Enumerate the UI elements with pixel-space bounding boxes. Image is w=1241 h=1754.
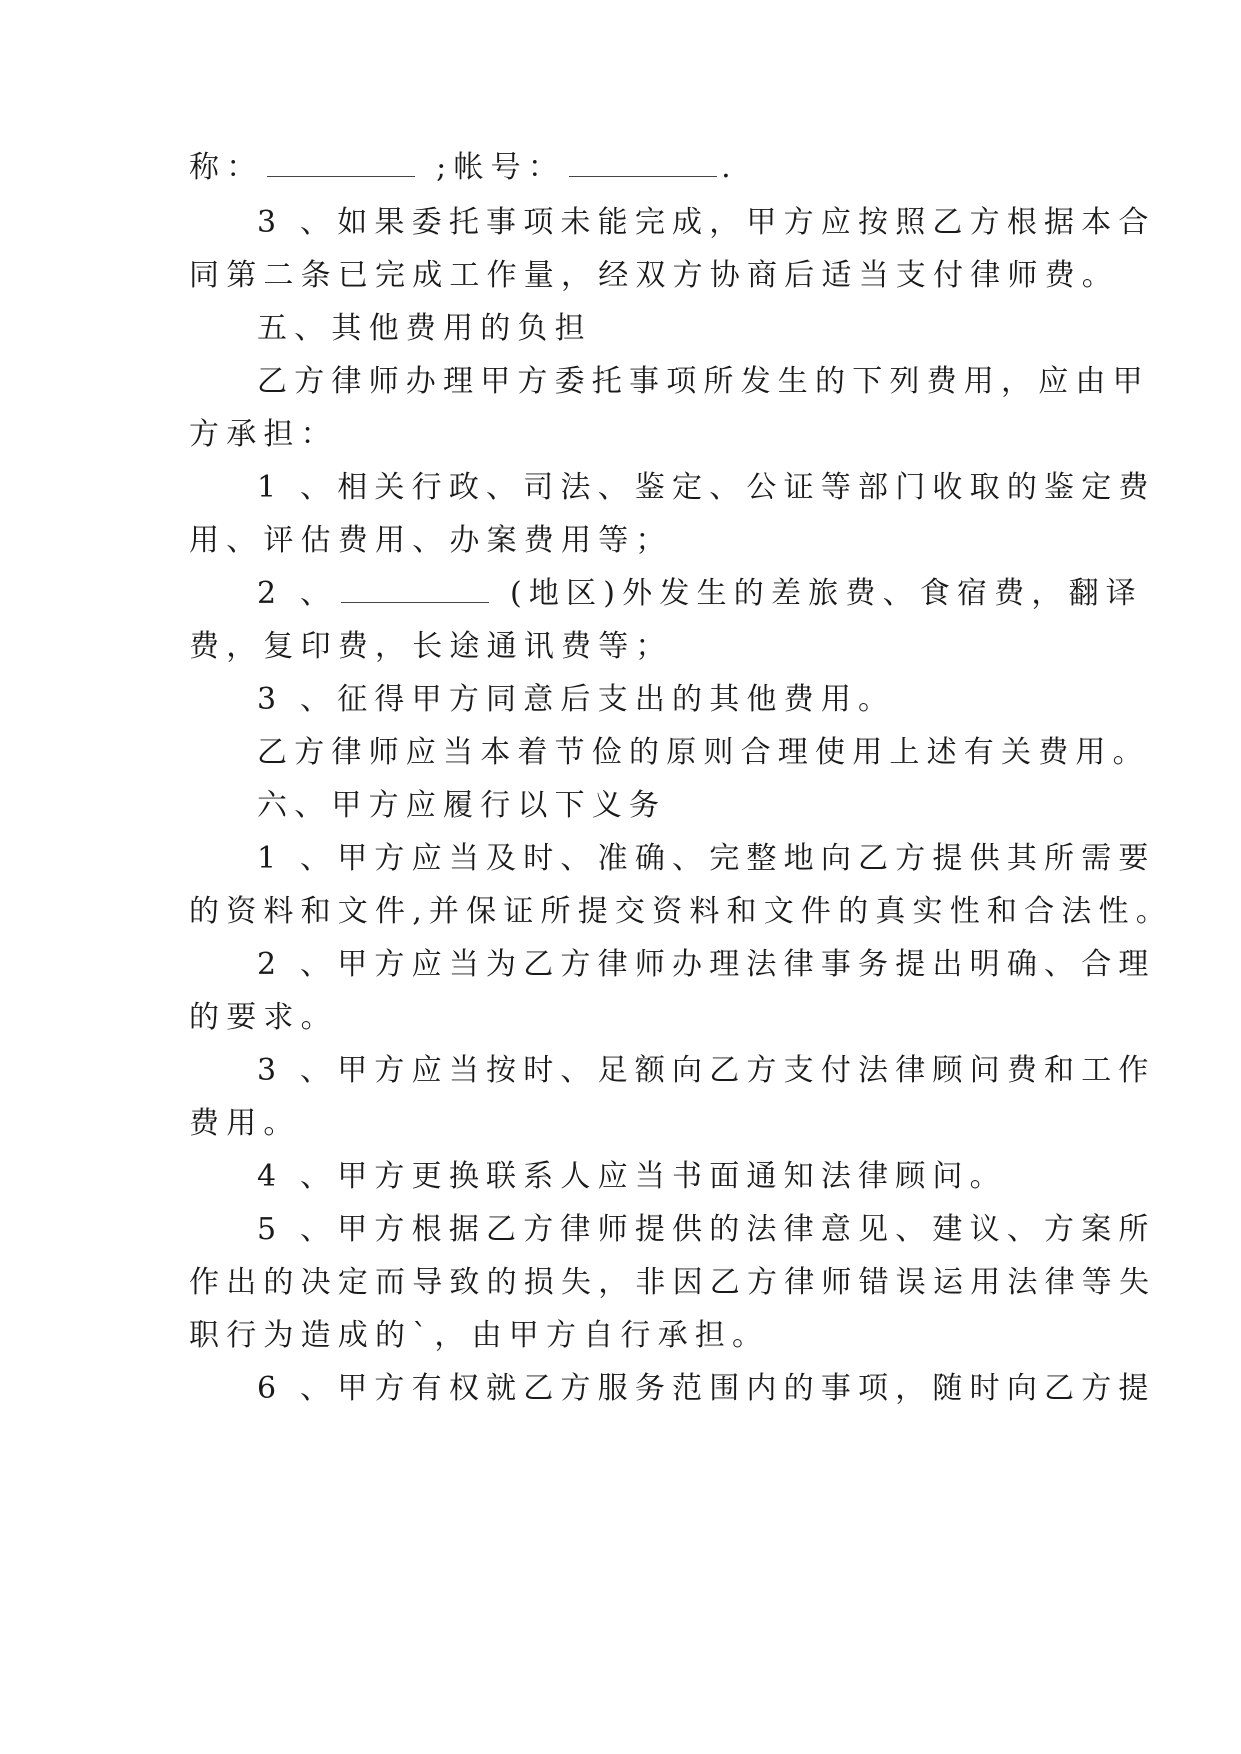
text-line-account: 称： ;帐号： .	[189, 150, 738, 185]
paragraph-line: 费用。	[189, 1106, 301, 1141]
paragraph-line: 3 、如果委托事项未能完成，甲方应按照乙方根据本合	[257, 205, 1156, 240]
paragraph-line: 4 、甲方更换联系人应当书面通知法律顾问。	[257, 1159, 1007, 1194]
section-heading: 六、甲方应履行以下义务	[257, 788, 667, 823]
section-heading: 五、其他费用的负担	[257, 311, 592, 346]
paragraph-line: 作出的决定而导致的损失，非因乙方律师错误运用法律等失	[189, 1265, 1157, 1300]
paragraph-line: 的资料和文件,并保证所提交资料和文件的真实性和合法性。	[189, 894, 1173, 929]
paragraph-line: 乙方律师应当本着节俭的原则合理使用上述有关费用。	[257, 735, 1150, 770]
paragraph-line: 同第二条已完成工作量，经双方协商后适当支付律师费。	[189, 258, 1119, 293]
blank-region	[341, 576, 489, 603]
paragraph-line: 费，复印费，长途通讯费等；	[189, 629, 673, 664]
paragraph-line: 用、评估费用、办案费用等；	[189, 523, 673, 558]
paragraph-line: 6 、甲方有权就乙方服务范围内的事项，随时向乙方提	[257, 1371, 1156, 1406]
paragraph-line: 1 、甲方应当及时、准确、完整地向乙方提供其所需要	[257, 841, 1156, 876]
paragraph-line: 乙方律师办理甲方委托事项所发生的下列费用，应由甲	[257, 364, 1150, 399]
paragraph-line: 2 、甲方应当为乙方律师办理法律事务提出明确、合理	[257, 947, 1156, 982]
blank-bank-name	[267, 150, 415, 177]
paragraph-line: 的要求。	[189, 1000, 338, 1035]
paragraph-line: 1 、相关行政、司法、鉴定、公证等部门收取的鉴定费	[257, 470, 1156, 505]
paragraph-line: 3 、甲方应当按时、足额向乙方支付法律顾问费和工作	[257, 1053, 1156, 1088]
paragraph-line: 方承担：	[189, 417, 338, 452]
paragraph-line: 3 、征得甲方同意后支出的其他费用。	[257, 682, 896, 717]
blank-account-number	[569, 150, 717, 177]
paragraph-line: 职行为造成的`，由甲方自行承担。	[189, 1318, 770, 1353]
paragraph-line: 5 、甲方根据乙方律师提供的法律意见、建议、方案所	[257, 1212, 1156, 1247]
text-line-region: 2 、 (地区)外发生的差旅费、食宿费，翻译	[257, 576, 1143, 611]
